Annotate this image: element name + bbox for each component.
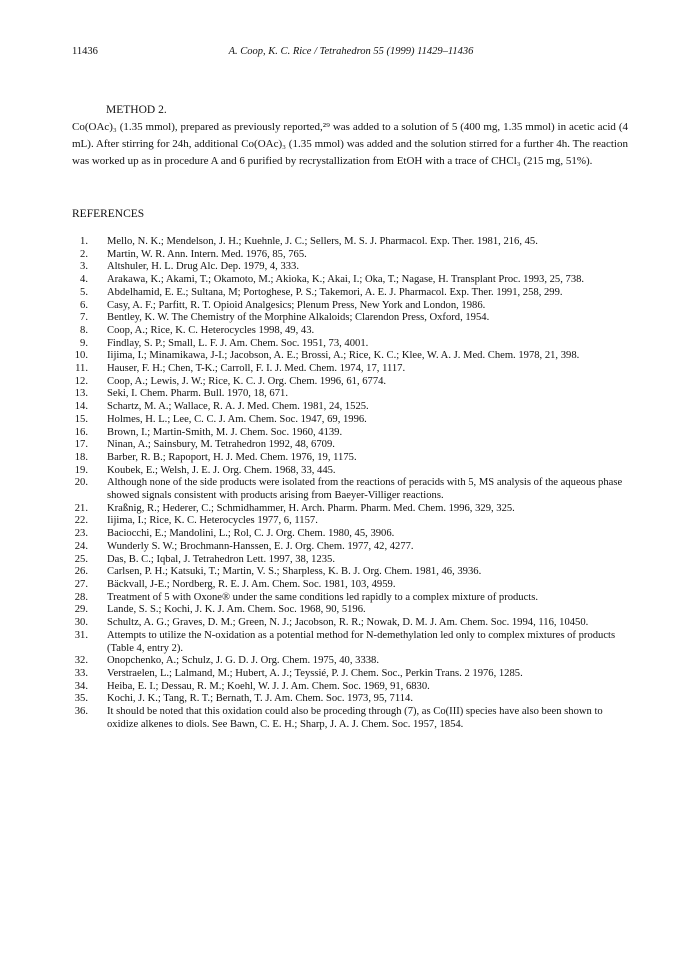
running-title: A. Coop, K. C. Rice / Tetrahedron 55 (1999) 11429–11436 — [228, 46, 474, 57]
reference-text: Mello, N. K.; Mendelson, J. H.; Kuehnle, J. C.; Sellers, M. S. J. Pharmacol. Exp. Ther. 1981, 216, 45. — [107, 236, 538, 247]
reference-item — [72, 236, 628, 249]
reference-number: 21. — [74, 502, 88, 514]
reference-number: 14. — [74, 401, 88, 413]
references-list — [72, 236, 628, 731]
reference-item — [72, 477, 628, 502]
reference-number: 7. — [80, 312, 88, 324]
reference-number: 6. — [80, 299, 88, 311]
reference-item — [72, 528, 628, 541]
reference-number: 24. — [74, 540, 88, 552]
reference-number: 34. — [74, 680, 88, 692]
reference-item — [72, 350, 628, 363]
reference-number: 20. — [74, 477, 88, 489]
reference-item — [72, 693, 628, 706]
reference-text: Treatment of 5 with Oxone® under the same conditions led rapidly to a complex mixture of products. — [107, 591, 539, 603]
reference-item — [72, 515, 628, 528]
reference-item — [72, 376, 628, 389]
reference-item — [72, 312, 628, 325]
reference-text: Bäckvall, J-E.; Nordberg, R. E. J. Am. Chem. Soc. 1981, 103, 4959. — [107, 578, 396, 590]
reference-text: Coop, A.; Lewis, J. W.; Rice, K. C. J. Org. Chem. 1996, 61, 6774. — [107, 375, 387, 387]
reference-text: Baciocchi, E.; Mandolini, L.; Rol, C. J. Org. Chem. 1980, 45, 3906. — [107, 528, 395, 540]
reference-text: Verstraelen, L.; Lalmand, M.; Hubert, A. J.; Teyssié, P. J. Chem. Soc., Perkin Trans. 2 1976, 1285. — [107, 667, 523, 679]
reference-item — [72, 706, 628, 731]
page-number: 11436 — [72, 46, 98, 57]
reference-number: 1. — [80, 236, 88, 247]
reference-number: 18. — [74, 451, 88, 463]
method-heading: METHOD 2. — [106, 104, 167, 116]
reference-item — [72, 249, 628, 262]
reference-number: 17. — [74, 439, 88, 451]
reference-number: 32. — [74, 655, 88, 667]
reference-item — [72, 261, 628, 274]
reference-number: 26. — [74, 566, 88, 578]
reference-number: 12. — [74, 375, 88, 387]
reference-number: 28. — [74, 591, 88, 603]
reference-text: Casy, A. F.; Parfitt, R. T. Opioid Analgesics; Plenum Press, New York and London, 1986. — [107, 299, 486, 311]
reference-text: Iijima, I.; Rice, K. C. Heterocycles 1977, 6, 1157. — [107, 515, 318, 527]
reference-item — [72, 579, 628, 592]
reference-text: Kochi, J. K.; Tang, R. T.; Bernath, T. J. Am. Chem. Soc. 1973, 95, 7114. — [107, 693, 413, 705]
reference-text: Attempts to utilize the N-oxidation as a potential method for N-demethylation led only to complex mixtures of products (Table 4, entry 2). — [107, 629, 616, 654]
reference-text: Lande, S. S.; Kochi, J. K. J. Am. Chem. Soc. 1968, 90, 5196. — [107, 604, 366, 616]
reference-item — [72, 287, 628, 300]
reference-number: 23. — [74, 528, 88, 540]
reference-number: 25. — [74, 553, 88, 565]
reference-item — [72, 604, 628, 617]
reference-number: 15. — [74, 413, 88, 425]
reference-item — [72, 554, 628, 567]
reference-item — [72, 655, 628, 668]
reference-text: Schultz, A. G.; Graves, D. M.; Green, N. J.; Jacobson, R. R.; Nowak, D. M. J. Am. Chem. Soc. 1994, 116, 10450. — [107, 617, 589, 629]
reference-item — [72, 427, 628, 440]
reference-text: Heiba, E. I.; Dessau, R. M.; Koehl, W. J. J. Am. Chem. Soc. 1969, 91, 6830. — [107, 680, 430, 692]
reference-number: 8. — [80, 324, 88, 336]
reference-text: Seki, I. Chem. Pharm. Bull. 1970, 18, 671. — [107, 388, 288, 400]
reference-item — [72, 338, 628, 351]
reference-text: Wunderly S. W.; Brochmann-Hanssen, E. J. Org. Chem. 1977, 42, 4277. — [107, 540, 414, 552]
reference-text: It should be noted that this oxidation could also be proceding through (7), as Co(III) species have also been shown to oxidize alkenes to diols. See Bawn, C. E. H.; Sharp, J. A. J. Chem. Soc. 1957, 1854. — [107, 706, 603, 730]
reference-item — [72, 503, 628, 516]
reference-number: 4. — [80, 274, 88, 286]
reference-text: Barber, R. B.; Rapoport, H. J. Med. Chem. 1976, 19, 1175. — [107, 451, 357, 463]
reference-text: Abdelhamid, E. E.; Sultana, M; Portoghese, P. S.; Takemori, A. E. J. Pharmacol. Exp. Ther. 1991, 258, 299. — [107, 286, 563, 298]
reference-item — [72, 439, 628, 452]
reference-number: 29. — [74, 604, 88, 616]
reference-text: Koubek, E.; Welsh, J. E. J. Org. Chem. 1968, 33, 445. — [107, 464, 336, 476]
reference-number: 30. — [74, 617, 88, 629]
reference-text: Altshuler, H. L. Drug Alc. Dep. 1979, 4, 333. — [107, 261, 300, 273]
reference-item — [72, 566, 628, 579]
method-paragraph: Co(OAc)₃ (1.35 mmol), prepared as previously reported,²⁹ was added to a solution of 5 (400 mg, 1.35 mmol) in acetic acid (4 mL). After stirring for 24h, additional Co(OAc)₃ (1.35 mmol) was added and the solution stirred for a further 4h. The reaction was worked up as in procedure A and 6 purified by recrystallization from EtOH with a trace of CHCl₃ (215 mg, 51%). — [72, 121, 628, 167]
reference-number: 35. — [74, 693, 88, 705]
reference-item — [72, 388, 628, 401]
reference-item — [72, 274, 628, 287]
reference-item — [72, 325, 628, 338]
reference-text: Arakawa, K.; Akami, T.; Okamoto, M.; Akioka, K.; Akai, I.; Oka, T.; Nagase, H. Transplant Proc. 1993, 25, 738. — [107, 274, 585, 286]
reference-text: Iijima, I.; Minamikawa, J-I.; Jacobson, A. E.; Brossi, A.; Rice, K. C.; Klee, W. A. J. Med. Chem. 1978, 21, 398. — [107, 350, 580, 362]
reference-text: Brown, I.; Martin-Smith, M. J. Chem. Soc. 1960, 4139. — [107, 426, 343, 438]
reference-number: 3. — [80, 261, 88, 273]
reference-text: Bentley, K. W. The Chemistry of the Morphine Alkaloids; Clarendon Press, Oxford, 1954. — [107, 312, 490, 324]
reference-item — [72, 401, 628, 414]
reference-item — [72, 592, 628, 605]
reference-number: 5. — [80, 286, 88, 298]
reference-number: 16. — [74, 426, 88, 438]
reference-item — [72, 465, 628, 478]
reference-text: Das, B. C.; Iqbal, J. Tetrahedron Lett. 1997, 38, 1235. — [107, 553, 335, 565]
reference-text: Onopchenko, A.; Schulz, J. G. D. J. Org. Chem. 1975, 40, 3338. — [107, 655, 379, 667]
reference-text: Hauser, F. H.; Chen, T-K.; Carroll, F. I. J. Med. Chem. 1974, 17, 1117. — [107, 363, 406, 375]
reference-item — [72, 452, 628, 465]
reference-number: 22. — [74, 515, 88, 527]
reference-number: 33. — [74, 667, 88, 679]
reference-text: Kraßnig, R.; Hederer, C.; Schmidhammer, H. Arch. Pharm. Pharm. Med. Chem. 1996, 329, 325. — [107, 502, 515, 514]
reference-text: Schartz, M. A.; Wallace, R. A. J. Med. Chem. 1981, 24, 1525. — [107, 401, 369, 413]
reference-item — [72, 617, 628, 630]
reference-item — [72, 630, 628, 655]
reference-text: Holmes, H. L.; Lee, C. C. J. Am. Chem. Soc. 1947, 69, 1996. — [107, 413, 367, 425]
reference-item — [72, 363, 628, 376]
reference-text: Carlsen, P. H.; Katsuki, T.; Martin, V. S.; Sharpless, K. B. J. Org. Chem. 1981, 46, 3936. — [107, 566, 482, 578]
reference-text: Martin, W. R. Ann. Intern. Med. 1976, 85, 765. — [107, 248, 307, 260]
reference-number: 9. — [80, 337, 88, 349]
reference-number: 27. — [74, 578, 88, 590]
reference-number: 31. — [74, 629, 88, 641]
reference-item — [72, 414, 628, 427]
references-heading: REFERENCES — [72, 208, 145, 220]
reference-text: Although none of the side products were isolated from the reactions of peracids with 5, MS analysis of the aqueous phase showed signals consistent with products arising from Baeyer-Villiger reactions. — [107, 477, 623, 502]
reference-item — [72, 541, 628, 554]
reference-number: 10. — [74, 350, 88, 362]
reference-number: 36. — [74, 706, 88, 718]
page-header — [72, 46, 630, 60]
reference-item — [72, 668, 628, 681]
reference-text: Coop, A.; Rice, K. C. Heterocycles 1998, 49, 43. — [107, 324, 315, 336]
reference-item — [72, 300, 628, 313]
reference-item — [72, 681, 628, 694]
reference-number: 2. — [80, 248, 88, 260]
reference-text: Ninan, A.; Sainsbury, M. Tetrahedron 1992, 48, 6709. — [107, 439, 335, 451]
reference-number: 11. — [75, 363, 88, 375]
reference-text: Findlay, S. P.; Small, L. F. J. Am. Chem. Soc. 1951, 73, 4001. — [107, 337, 369, 349]
reference-number: 19. — [74, 464, 88, 476]
reference-number: 13. — [74, 388, 88, 400]
